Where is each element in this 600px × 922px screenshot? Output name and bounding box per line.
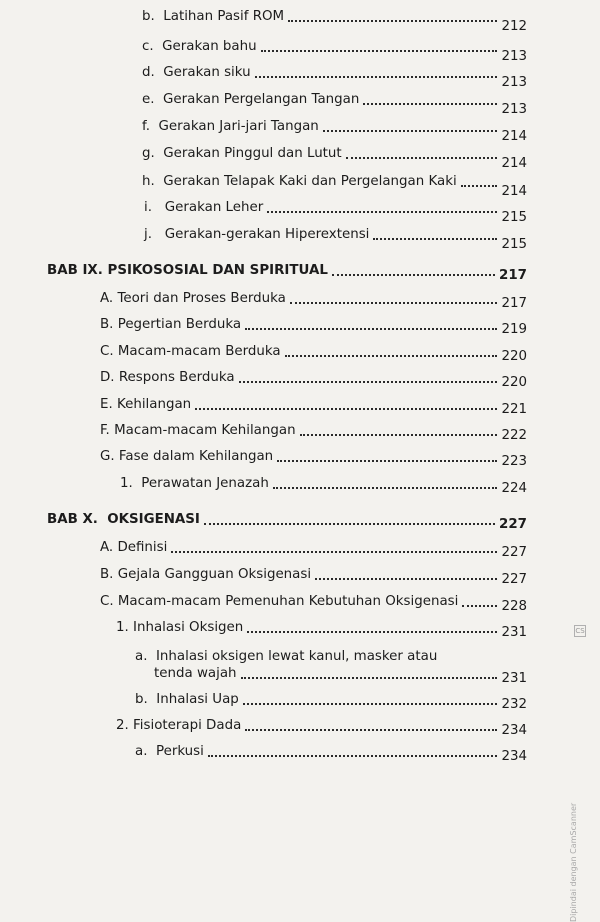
leader-dots <box>245 328 497 330</box>
leader-dots <box>277 460 497 462</box>
entry-number: d. <box>142 65 155 80</box>
entry-title: Gerakan Telapak Kaki dan Pergelangan Kaki <box>163 174 457 189</box>
toc-entry <box>100 566 527 587</box>
entry-number: B. <box>100 567 114 582</box>
leader-dots <box>245 729 497 731</box>
entry-page: 231 <box>501 671 527 686</box>
entry-title: Teori dan Proses Berduka <box>117 291 286 306</box>
leader-dots <box>247 631 497 633</box>
leader-dots <box>267 211 497 213</box>
entry-number: F. <box>100 423 110 438</box>
toc-entry <box>142 118 527 144</box>
toc-entry <box>100 343 527 364</box>
entry-number: A. <box>100 291 114 306</box>
entry-title: Gerakan Jari-jari Tangan <box>158 119 319 134</box>
entry-page: 213 <box>501 75 527 90</box>
entry-title: Respons Berduka <box>118 370 235 385</box>
chapter-entry <box>47 262 527 283</box>
entry-number: f. <box>142 119 150 134</box>
toc-entry <box>120 475 527 496</box>
entry-number: A. <box>100 540 114 555</box>
entry-number: E. <box>100 397 113 412</box>
leader-dots <box>261 50 498 52</box>
leader-dots <box>239 381 498 383</box>
entry-page: 217 <box>499 268 527 283</box>
entry-page: 214 <box>501 184 527 199</box>
entry-page: 217 <box>501 296 527 311</box>
entry-title: Gerakan Leher <box>164 200 264 215</box>
entry-page: 231 <box>501 625 527 640</box>
entry-page: 234 <box>501 749 527 764</box>
leader-dots <box>273 487 498 489</box>
entry-title: Pegertian Berduka <box>117 317 242 332</box>
leader-dots <box>290 302 498 304</box>
entry-page: 220 <box>501 349 527 364</box>
entry-title: Gerakan-gerakan Hiperextensi <box>164 227 370 242</box>
entry-page: 213 <box>501 102 527 117</box>
entry-page: 214 <box>501 129 527 144</box>
entry-number: g. <box>142 146 155 161</box>
entry-page: 221 <box>501 402 527 417</box>
toc-entry <box>142 8 527 34</box>
toc-entry <box>100 539 527 560</box>
leader-dots <box>204 523 495 525</box>
entry-number: b. <box>142 9 155 24</box>
entry-title: Gerakan bahu <box>162 39 257 54</box>
leader-dots <box>285 355 498 357</box>
entry-title: Gerakan Pergelangan Tangan <box>163 92 360 107</box>
entry-title: Inhalasi oksigen lewat kanul, masker atau <box>155 649 438 664</box>
entry-page: 219 <box>501 322 527 337</box>
entry-title: Macam-macam Kehilangan <box>114 423 296 438</box>
leader-dots <box>462 605 497 607</box>
toc-entry <box>100 422 527 443</box>
toc-entry <box>142 173 527 199</box>
entry-page: 220 <box>501 375 527 390</box>
entry-title: Perkusi <box>155 744 204 759</box>
toc-entry-line1 <box>135 648 437 665</box>
leader-dots <box>243 703 498 705</box>
toc-entry <box>144 199 527 225</box>
entry-title: Latihan Pasif ROM <box>163 9 285 24</box>
leader-dots <box>241 677 498 679</box>
entry-title: Definisi <box>117 540 168 555</box>
entry-page: 227 <box>501 545 527 560</box>
entry-page: 222 <box>501 428 527 443</box>
toc-entry <box>144 226 527 252</box>
toc-entry <box>154 665 527 686</box>
leader-dots <box>300 434 498 436</box>
toc-entry <box>100 396 527 417</box>
entry-page: 224 <box>501 481 527 496</box>
entry-page: 212 <box>501 19 527 34</box>
entry-number: D. <box>100 370 115 385</box>
leader-dots <box>288 20 497 22</box>
leader-dots <box>461 185 498 187</box>
entry-title: Fase dalam Kehilangan <box>118 449 274 464</box>
entry-number: j. <box>144 227 152 242</box>
entry-number: h. <box>142 174 155 189</box>
toc-entry <box>142 64 527 90</box>
entry-title: Fisioterapi Dada <box>133 718 242 733</box>
entry-page: 223 <box>501 454 527 469</box>
leader-dots <box>346 157 498 159</box>
entry-number: 1. <box>120 476 133 491</box>
toc-entry <box>135 691 527 712</box>
camscanner-logo-icon: CS <box>575 627 585 635</box>
entry-title: Macam-macam Berduka <box>117 344 281 359</box>
entry-page: 214 <box>501 156 527 171</box>
entry-number: a. <box>135 649 148 664</box>
entry-page: 228 <box>501 599 527 614</box>
entry-page: 232 <box>501 697 527 712</box>
entry-title: Inhalasi Oksigen <box>133 620 244 635</box>
chapter-title: PSIKOSOSIAL DAN SPIRITUAL <box>107 263 328 278</box>
entry-title: Inhalasi Uap <box>156 692 239 707</box>
toc-entry <box>116 619 527 640</box>
entry-title: Gejala Gangguan Oksigenasi <box>117 567 312 582</box>
entry-number: 1. <box>116 620 129 635</box>
leader-dots <box>373 238 497 240</box>
entry-number: G. <box>100 449 115 464</box>
entry-page: 227 <box>501 572 527 587</box>
toc-entry <box>142 91 527 117</box>
entry-title: Gerakan siku <box>163 65 251 80</box>
leader-dots <box>208 755 498 757</box>
toc-entry <box>100 593 527 614</box>
entry-title: Gerakan Pinggul dan Lutut <box>163 146 342 161</box>
entry-number: i. <box>144 200 152 215</box>
toc-entry <box>135 743 527 764</box>
leader-dots <box>315 578 497 580</box>
entry-number: C. <box>100 594 114 609</box>
watermark-text: Dipindai dengan CamScanner <box>569 802 578 922</box>
entry-title-continued: tenda wajah <box>154 666 237 681</box>
entry-page: 215 <box>501 237 527 252</box>
leader-dots <box>323 130 498 132</box>
chapter-number: BAB IX. <box>47 263 103 278</box>
toc-entry <box>100 290 527 311</box>
leader-dots <box>171 551 497 553</box>
entry-number: a. <box>135 744 148 759</box>
entry-title: Perawatan Jenazah <box>141 476 269 491</box>
scanner-watermark <box>569 620 589 922</box>
entry-number: C. <box>100 344 114 359</box>
entry-page: 213 <box>501 49 527 64</box>
entry-number: 2. <box>116 718 129 733</box>
entry-number: b. <box>135 692 148 707</box>
toc-entry <box>142 145 527 171</box>
leader-dots <box>363 103 497 105</box>
toc-entry <box>100 448 527 469</box>
entry-title: Macam-macam Pemenuhan Kebutuhan Oksigenasi <box>117 594 459 609</box>
toc-entry <box>116 717 527 738</box>
chapter-title: OKSIGENASI <box>107 512 200 527</box>
toc-entry <box>100 316 527 337</box>
chapter-entry <box>47 511 527 532</box>
chapter-number: BAB X. <box>47 512 98 527</box>
entry-page: 234 <box>501 723 527 738</box>
entry-page: 227 <box>499 517 527 532</box>
entry-page: 215 <box>501 210 527 225</box>
toc-entry <box>100 369 527 390</box>
entry-number: c. <box>142 39 154 54</box>
entry-title: Kehilangan <box>116 397 192 412</box>
entry-number: B. <box>100 317 114 332</box>
leader-dots <box>332 274 495 276</box>
leader-dots <box>255 76 498 78</box>
toc-entry <box>142 38 527 64</box>
entry-number: e. <box>142 92 155 107</box>
leader-dots <box>195 408 497 410</box>
